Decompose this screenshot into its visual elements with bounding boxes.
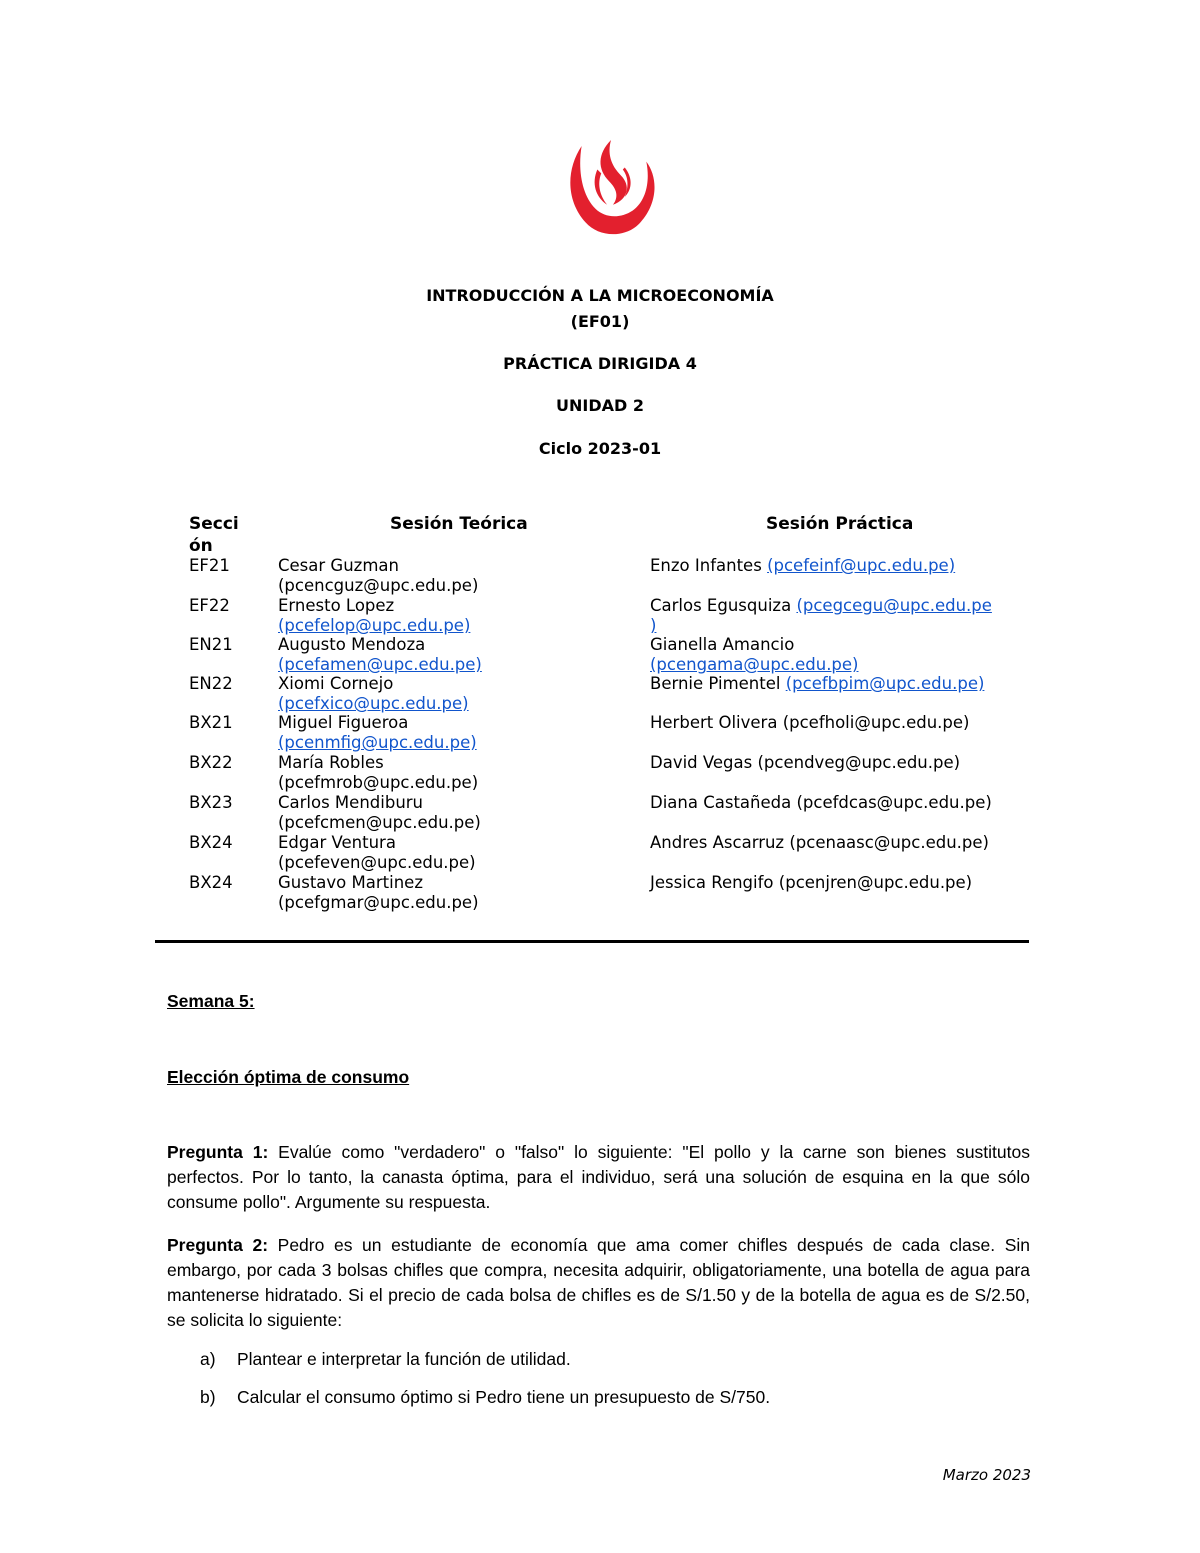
- practice-entry: David Vegas (pcendveg@upc.edu.pe): [650, 753, 961, 772]
- practice-entry: Carlos Egusquiza (pcegcegu@upc.edu.pe: [650, 596, 992, 615]
- teacher-email: (pcencguz@upc.edu.pe): [278, 576, 479, 595]
- header-practice: Sesión Práctica: [766, 514, 914, 534]
- teacher-name: Xiomi Cornejo: [278, 674, 394, 693]
- section-code: EN22: [189, 674, 233, 693]
- practice-entry: Herbert Olivera (pcefholi@upc.edu.pe): [650, 713, 970, 732]
- horizontal-divider: [155, 940, 1029, 943]
- teacher-email: (pcefcmen@upc.edu.pe): [278, 813, 481, 832]
- teacher-email-link[interactable]: (pcefelop@upc.edu.pe): [278, 616, 471, 635]
- practice-entry: Enzo Infantes (pcefeinf@upc.edu.pe): [650, 556, 956, 575]
- section-code: BX24: [189, 833, 233, 852]
- upc-flame-logo: [564, 140, 662, 244]
- section-code: BX21: [189, 713, 233, 732]
- practice-email: (pcefdcas@upc.edu.pe): [796, 793, 992, 812]
- teacher-email-link[interactable]: (pcenmfig@upc.edu.pe): [278, 733, 477, 752]
- teacher-email-link[interactable]: (pcefamen@upc.edu.pe): [278, 655, 482, 674]
- list-item-text: Plantear e interpretar la función de utilidad.: [237, 1349, 571, 1369]
- section-code: BX24: [189, 873, 233, 892]
- practice-entry: Diana Castañeda (pcefdcas@upc.edu.pe): [650, 793, 992, 812]
- question-1: [167, 1140, 1030, 1215]
- list-item: [200, 1385, 770, 1410]
- course-title: INTRODUCCIÓN A LA MICROECONOMÍA: [426, 286, 774, 305]
- unit-title: UNIDAD 2: [556, 396, 644, 415]
- list-item-label: b): [200, 1387, 216, 1407]
- practice-email: (pcendveg@upc.edu.pe): [757, 753, 961, 772]
- practice-entry: Andres Ascarruz (pcenaasc@upc.edu.pe): [650, 833, 989, 852]
- list-item: [200, 1347, 571, 1372]
- teacher-name: Ernesto Lopez: [278, 596, 395, 615]
- practice-email-link[interactable]: (pcegcegu@upc.edu.pe: [796, 596, 992, 615]
- teacher-name: María Robles: [278, 753, 384, 772]
- teacher-name: Gustavo Martinez: [278, 873, 423, 892]
- teacher-name: Augusto Mendoza: [278, 635, 426, 654]
- teacher-name: Carlos Mendiburu: [278, 793, 424, 812]
- practice-email-tail[interactable]: ): [650, 616, 657, 635]
- question-2-text: Pedro es un estudiante de economía que ama comer chifles después de cada clase. Sin embargo, por cada 3 bolsas chifles que compra, necesita adquirir, obligatoriamente, una botella de agua para mantenerse hidratado. Si el precio de cada bolsa de chifles es de S/1.50 y de la botella de agua es de S/2.50, se solicita lo siguiente:: [167, 1235, 1030, 1330]
- header-section: Secci ón: [189, 514, 239, 556]
- practice-email-link[interactable]: (pcefbpim@upc.edu.pe): [785, 674, 985, 693]
- practice-name: Gianella Amancio: [650, 635, 795, 654]
- week-heading: Semana 5:: [167, 991, 255, 1011]
- practice-email: (pcenaasc@upc.edu.pe): [789, 833, 989, 852]
- teacher-email: (pcefmrob@upc.edu.pe): [278, 773, 479, 792]
- practice-email-link[interactable]: (pcengama@upc.edu.pe): [650, 655, 859, 674]
- practice-entry: Bernie Pimentel (pcefbpim@upc.edu.pe): [650, 674, 985, 693]
- topic-heading: Elección óptima de consumo: [167, 1067, 410, 1087]
- question-1-label: Pregunta 1:: [167, 1142, 269, 1162]
- practice-title: PRÁCTICA DIRIGIDA 4: [503, 354, 697, 373]
- section-code: EN21: [189, 635, 233, 654]
- list-item-label: a): [200, 1349, 216, 1369]
- practice-email: (pcefholi@upc.edu.pe): [782, 713, 970, 732]
- practice-email-link[interactable]: (pcefeinf@upc.edu.pe): [767, 556, 956, 575]
- teacher-email: (pcefeven@upc.edu.pe): [278, 853, 476, 872]
- teacher-email: (pcefgmar@upc.edu.pe): [278, 893, 479, 912]
- teacher-name: Edgar Ventura: [278, 833, 396, 852]
- header-theory: Sesión Teórica: [390, 514, 528, 534]
- practice-entry: Jessica Rengifo (pcenjren@upc.edu.pe): [650, 873, 973, 892]
- section-code: BX22: [189, 753, 233, 772]
- teacher-name: Cesar Guzman: [278, 556, 399, 575]
- question-2-label: Pregunta 2:: [167, 1235, 269, 1255]
- question-1-text: Evalúe como "verdadero" o "falso" lo siguiente: "El pollo y la carne son bienes sustitutos perfectos. Por lo tanto, la canasta óptima, para el individuo, será una solución de esquina en la que sólo consume pollo". Argumente su respuesta.: [167, 1142, 1030, 1212]
- practice-email: (pcenjren@upc.edu.pe): [778, 873, 973, 892]
- footer-date: Marzo 2023: [942, 1466, 1031, 1484]
- teacher-email-link[interactable]: (pcefxico@upc.edu.pe): [278, 694, 469, 713]
- section-code: EF22: [189, 596, 230, 615]
- list-item-text: Calcular el consumo óptimo si Pedro tiene un presupuesto de S/750.: [237, 1387, 771, 1407]
- teacher-name: Miguel Figueroa: [278, 713, 409, 732]
- section-code: BX23: [189, 793, 233, 812]
- cycle-title: Ciclo 2023-01: [538, 439, 662, 458]
- section-code: EF21: [189, 556, 230, 575]
- question-2: [167, 1233, 1030, 1333]
- course-code: (EF01): [570, 312, 630, 331]
